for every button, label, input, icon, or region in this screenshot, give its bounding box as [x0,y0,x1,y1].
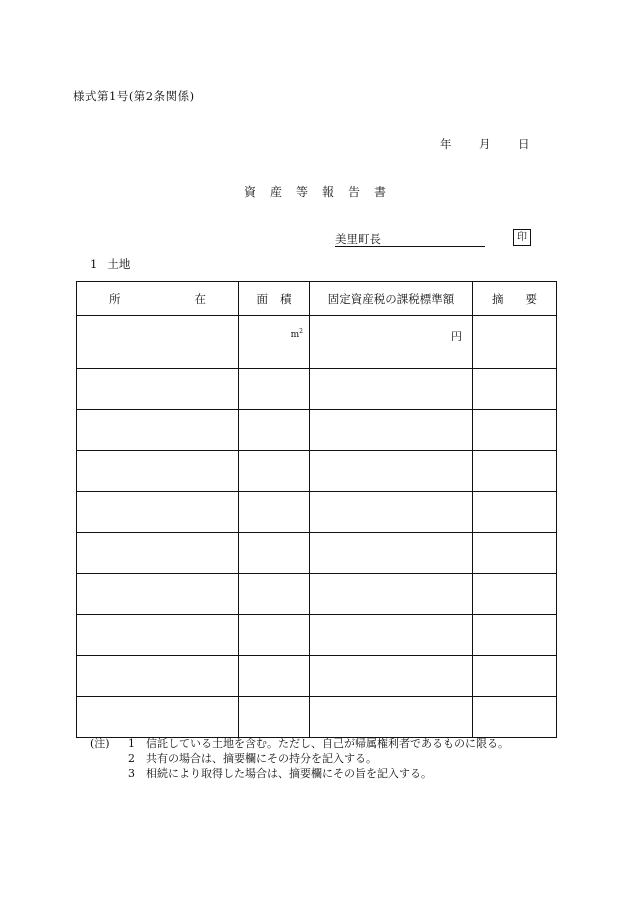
notes [90,736,509,781]
note-item: 2 共有の場合は、摘要欄にその持分を記入する。 [128,752,377,765]
cell-valuation[interactable] [310,533,473,574]
cell-area[interactable] [239,451,310,492]
cell-location[interactable] [77,697,239,738]
cell-valuation[interactable] [310,492,473,533]
cell-location[interactable] [77,451,239,492]
cell-valuation[interactable] [310,316,473,369]
addressee-line [335,232,485,247]
table-row [77,574,557,615]
section-label: 土地 [107,257,131,271]
cell-remarks[interactable] [473,656,557,697]
date-month-label: 月 [479,137,491,151]
cell-remarks[interactable] [473,410,557,451]
cell-remarks[interactable] [473,492,557,533]
table-row [77,533,557,574]
table-row [77,451,557,492]
title-char: 資 [243,185,256,199]
cell-location[interactable] [77,316,239,369]
cell-remarks[interactable] [473,316,557,369]
table-row [77,316,557,369]
title-char: 報 [322,185,335,199]
cell-valuation[interactable] [310,615,473,656]
note-item: 3 相続により取得した場合は、摘要欄にその旨を記入する。 [128,767,432,780]
cell-valuation[interactable] [310,369,473,410]
title-char: 等 [295,185,308,199]
cell-area[interactable] [239,410,310,451]
cell-location[interactable] [77,492,239,533]
document-title [0,183,630,200]
table-row [77,369,557,410]
note-item: (注) 1 信託している土地を含む。ただし、自己が帰属権利者であるものに限る。 [90,737,509,750]
cell-location[interactable] [77,574,239,615]
unit-yen: 円 [451,330,462,343]
addressee-name: 美里町長 [335,232,381,246]
header-location: 所 在 [77,282,239,316]
cell-location[interactable] [77,369,239,410]
cell-location[interactable] [77,533,239,574]
cell-area[interactable] [239,533,310,574]
date-day-label: 日 [518,137,530,151]
cell-valuation[interactable] [310,697,473,738]
title-char: 告 [348,185,361,199]
header-valuation: 固定資産税の課税標準額 [310,282,473,316]
cell-remarks[interactable] [473,369,557,410]
cell-valuation[interactable] [310,656,473,697]
cell-area[interactable] [239,316,310,369]
cell-remarks[interactable] [473,574,557,615]
form-number: 様式第1号(第2条関係) [73,89,195,103]
table-row [77,410,557,451]
cell-area[interactable] [239,369,310,410]
table-row [77,697,557,738]
section-number: 1 [90,257,98,271]
table-row [77,615,557,656]
unit-area: m [290,330,300,340]
table-row [77,492,557,533]
date-year-label: 年 [440,137,452,151]
cell-valuation[interactable] [310,574,473,615]
title-char: 書 [374,185,387,199]
cell-location[interactable] [77,615,239,656]
asset-table [76,281,557,738]
cell-area[interactable] [239,574,310,615]
cell-location[interactable] [77,410,239,451]
cell-remarks[interactable] [473,451,557,492]
table-row [77,656,557,697]
header-area: 面 積 [239,282,310,316]
title-char: 産 [269,185,282,199]
unit-area-sup: 2 [299,328,303,335]
cell-location[interactable] [77,656,239,697]
notes-label: (注) [90,737,110,750]
cell-valuation[interactable] [310,451,473,492]
cell-remarks[interactable] [473,697,557,738]
cell-area[interactable] [239,615,310,656]
table-header-row [77,282,557,316]
section-heading [90,256,140,272]
seal-mark: 印 [513,229,531,246]
cell-area[interactable] [239,492,310,533]
cell-valuation[interactable] [310,410,473,451]
cell-remarks[interactable] [473,615,557,656]
cell-area[interactable] [239,697,310,738]
header-remarks: 摘 要 [473,282,557,316]
cell-area[interactable] [239,656,310,697]
cell-remarks[interactable] [473,533,557,574]
